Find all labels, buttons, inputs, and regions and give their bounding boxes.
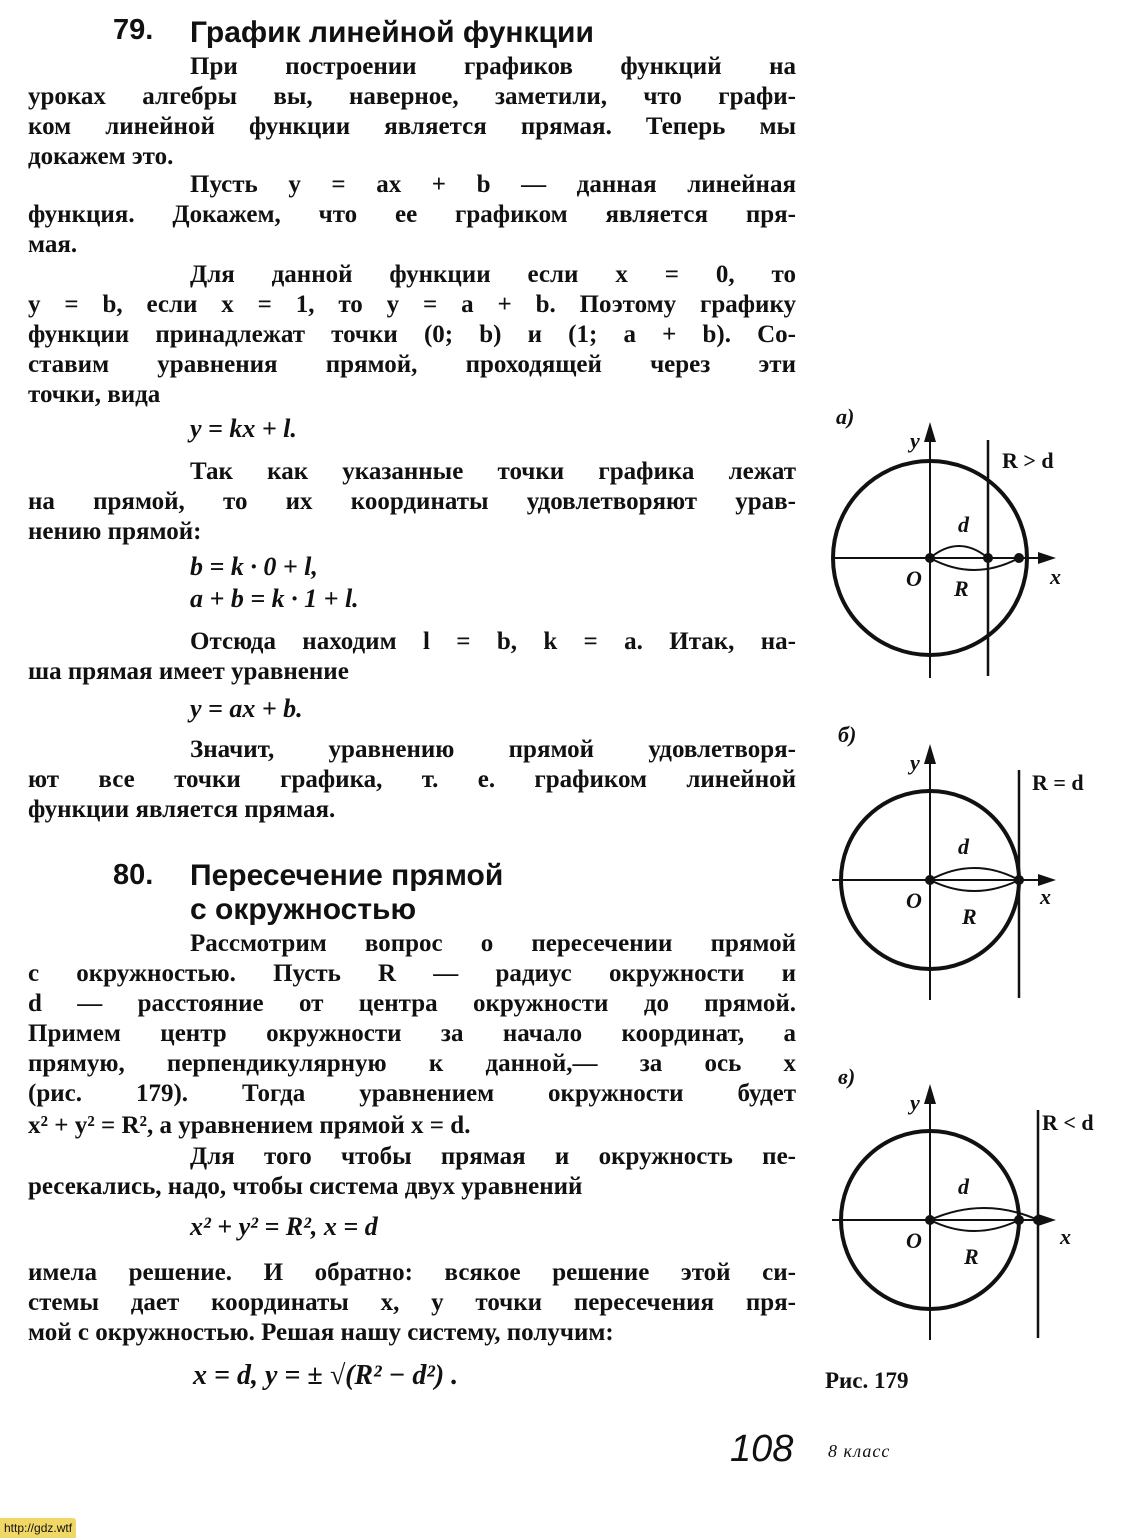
origin-label: O [906,1228,922,1253]
grade-label: 8 класс [828,1441,891,1461]
section-79-number: 79. [113,14,154,46]
paragraph-line: ресекались, надо, чтобы система двух уравнений [28,1173,583,1200]
paragraph-line: При построении графиков функций на [190,53,796,80]
radius-point [1014,1215,1024,1225]
figure-b-label: б) [838,722,857,747]
section-80-title-line1: Пересечение прямой [190,859,504,892]
paragraph-line: функции принадлежат точки (0; b) и (1; a + b). Со- [28,321,796,348]
d-arc [930,546,988,558]
x-label: x [1040,884,1051,909]
formula: x = d, y = ± √(R² − d²) . [193,1360,459,1391]
paragraph-line: ставим уравнения прямой, проходящей через эти [28,351,796,378]
d-label: d [958,834,969,859]
r-label: R [962,904,977,929]
paragraph-line: точки, вида [28,381,161,408]
figure-b [826,742,1106,1002]
paragraph-line: Значит, уравнению прямой удовлетворя- [190,736,796,763]
origin-point [925,1215,935,1225]
paragraph-line: функция. Докажем, что ее графиком является пря- [28,201,796,228]
paragraph-line: стемы дает координаты x, y точки пересечения пря- [28,1289,796,1316]
paragraph-line: функции является прямая. [28,796,336,823]
paragraph-line: докажем это. [28,143,174,170]
x-label: x [1050,564,1061,589]
origin-point [925,875,935,885]
x-axis-arrow [1038,552,1056,564]
page-number: 108 [730,1428,794,1470]
section-80-title-line2: с окружностью [190,893,417,926]
d-label: d [958,512,969,537]
origin-point [925,553,935,563]
circle-line-diagram-a [826,420,1106,680]
paragraph-line: Пусть y = ax + b — данная линейная [190,171,796,198]
figure-a [826,420,1106,680]
paragraph-line: ют все точки графика, т. е. графиком линейной [28,766,796,793]
r-arc [930,558,1019,570]
figure-c [826,1082,1116,1342]
r-arc [930,880,1019,891]
y-axis-arrow [924,744,936,764]
formula: b = k · 0 + l, [190,552,318,581]
figure-c-label: в) [838,1064,856,1089]
tangent-point [1014,875,1024,885]
formula: x² + y² = R², x = d [190,1212,378,1241]
section-79-title: График линейной функции [190,16,594,49]
paragraph-line: ком линейной функции является прямая. Теперь мы [28,113,796,140]
paragraph-line: ша прямая имеет уравнение [28,658,349,685]
y-label: y [910,428,920,453]
paragraph-line: на прямой, то их координаты удовлетворяют урав- [28,488,796,515]
y-label: y [910,750,920,775]
paragraph-line: мая. [28,231,78,258]
origin-label: O [906,888,922,913]
figure-caption: Рис. 179 [825,1368,909,1393]
paragraph-line: мой с окружностью. Решая нашу систему, получим: [28,1319,614,1346]
paragraph-line: d — расстояние от центра окружности до прямой. [28,990,796,1017]
radius-point [1014,553,1024,563]
paragraph-line: Отсюда находим l = b, k = a. Итак, на- [190,628,796,655]
y-label: y [910,1090,920,1115]
d-arc [930,868,1019,880]
r-label: R [964,1244,979,1269]
origin-label: O [906,566,922,591]
paragraph-line: Примем центр окружности за начало координат, а [28,1020,796,1047]
paragraph-line: нению прямой: [28,518,202,545]
paragraph-line: Рассмотрим вопрос о пересечении прямой [190,930,796,957]
condition-label: R > d [1002,448,1054,473]
paragraph-line: x² + y² = R², а уравнением прямой x = d. [28,1112,471,1139]
watermark-link[interactable]: http://gdz.wtf [0,1518,76,1538]
r-arc [930,1220,1019,1231]
paragraph-line: уроках алгебры вы, наверное, заметили, что графи- [28,83,796,110]
r-label: R [954,576,969,601]
paragraph-line: y = b, если x = 1, то y = a + b. Поэтому графику [28,291,796,318]
paragraph-line: прямую, перпендикулярную к данной,— за ось x [28,1050,796,1077]
formula: y = ax + b. [190,694,303,723]
formula: a + b = k · 1 + l. [190,584,359,613]
paragraph-line: Для того чтобы прямая и окружность пе- [190,1143,796,1170]
paragraph-line: с окружностью. Пусть R — радиус окружности и [28,960,796,987]
x-label: x [1060,1224,1071,1249]
section-80-number: 80. [113,859,154,891]
d-label: d [958,1174,969,1199]
paragraph-line: (рис. 179). Тогда уравнением окружности будет [28,1080,796,1107]
y-axis-arrow [924,1084,936,1104]
paragraph-line: имела решение. И обратно: всякое решение этой си- [28,1259,796,1286]
formula: y = kx + l. [190,414,297,443]
foot-point [1033,1215,1043,1225]
paragraph-line: Для данной функции если x = 0, то [190,261,796,288]
condition-label: R = d [1032,770,1084,795]
y-axis-arrow [924,422,936,442]
condition-label: R < d [1042,1110,1094,1135]
paragraph-line: Так как указанные точки графика лежат [190,458,796,485]
figure-a-label: а) [836,404,855,429]
foot-point [983,553,993,563]
